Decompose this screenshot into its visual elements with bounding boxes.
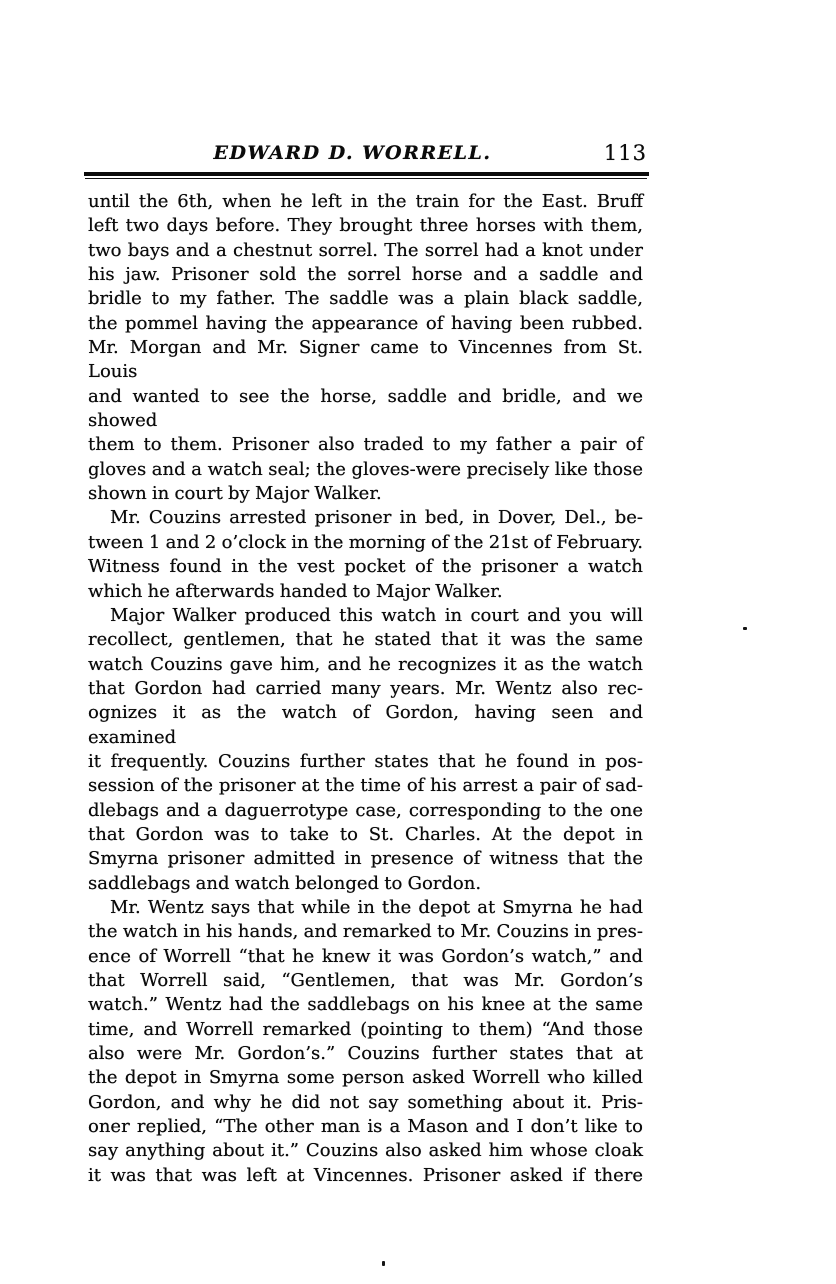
text-line: session of the prisoner at the time of his arrest a pair of sad-	[88, 775, 643, 797]
text-line: shown in court by Major Walker.	[88, 483, 382, 505]
text-line: Mr. Couzins arrested prisoner in bed, in Dover, Del., be-	[110, 507, 643, 529]
text-line: tween 1 and 2 o’clock in the morning of the 21st of February.	[88, 531, 643, 553]
text-line: dlebags and a daguerrotype case, corresponding to the one	[88, 799, 643, 821]
ink-speck	[382, 1261, 385, 1266]
header-rule-thin-line	[85, 178, 647, 179]
text-line: Witness found in the vest pocket of the prisoner a watch	[88, 556, 643, 578]
text-line: and wanted to see the horse, saddle and bridle, and we showed	[88, 385, 643, 432]
body-text	[88, 190, 643, 1188]
text-line: the depot in Smyrna some person asked Worrell who killed	[88, 1067, 643, 1089]
text-line: it frequently. Couzins further states that he found in pos-	[88, 750, 643, 772]
text-line: them to them. Prisoner also traded to my father a pair of	[88, 434, 643, 456]
text-line: the pommel having the appearance of having been rubbed.	[88, 312, 643, 334]
text-line: say anything about it.” Couzins also asked him whose cloak	[88, 1140, 643, 1162]
text-line: oner replied, “The other man is a Mason and I don’t like to	[88, 1116, 643, 1138]
text-line: saddlebags and watch belonged to Gordon.	[88, 872, 482, 894]
text-line: Major Walker produced this watch in court and you will	[110, 604, 643, 626]
page-number: 113	[603, 141, 647, 165]
text-line: which he afterwards handed to Major Walker.	[88, 580, 503, 602]
text-line: left two days before. They brought three horses with them,	[88, 215, 643, 237]
text-line: gloves and a watch seal; the gloves-were precisely like those	[88, 458, 643, 480]
text-line: watch Couzins gave him, and he recognizes it as the watch	[88, 653, 643, 675]
text-line: that Worrell said, “Gentlemen, that was Mr. Gordon’s	[88, 970, 643, 991]
text-line: recollect, gentlemen, that he stated that it was the same	[88, 629, 643, 651]
text-line: ognizes it as the watch of Gordon, having seen and examined	[88, 702, 643, 748]
text-line: Mr. Wentz says that while in the depot at Smyrna he had	[110, 896, 643, 918]
running-header	[88, 141, 647, 170]
text-line: two bays and a chestnut sorrel. The sorrel had a knot under	[88, 239, 643, 261]
text-line: the watch in his hands, and remarked to Mr. Couzins in pres-	[88, 921, 643, 943]
text-line: that Gordon had carried many years. Mr. Wentz also rec-	[88, 677, 643, 699]
page-title: EDWARD D. WORRELL.	[213, 142, 492, 164]
text-line: watch.” Wentz had the saddlebags on his knee at the same	[88, 994, 643, 1016]
text-line: until the 6th, when he left in the train for the East. Bruff	[88, 191, 643, 212]
text-line: Gordon, and why he did not say something about it. Pris-	[88, 1091, 643, 1113]
text-line: time, and Worrell remarked (pointing to them) “And those	[88, 1018, 643, 1040]
text-line: Mr. Morgan and Mr. Signer came to Vincennes from St. Louis	[88, 337, 643, 383]
text-line: bridle to my father. The saddle was a plain black saddle,	[88, 288, 643, 310]
header-rule-thick-line	[84, 172, 649, 176]
text-line: it was that was left at Vincennes. Prisoner asked if there	[88, 1164, 643, 1186]
text-line: his jaw. Prisoner sold the sorrel horse and a saddle and	[88, 264, 643, 286]
text-line: ence of Worrell “that he knew it was Gordon’s watch,” and	[88, 945, 643, 967]
header-rule	[84, 172, 649, 180]
text-line: also were Mr. Gordon’s.” Couzins further states that at	[88, 1043, 643, 1065]
text-line: Smyrna prisoner admitted in presence of witness that the	[88, 848, 643, 870]
text-line: that Gordon was to take to St. Charles. At the depot in	[88, 823, 643, 845]
ink-speck	[743, 627, 747, 630]
